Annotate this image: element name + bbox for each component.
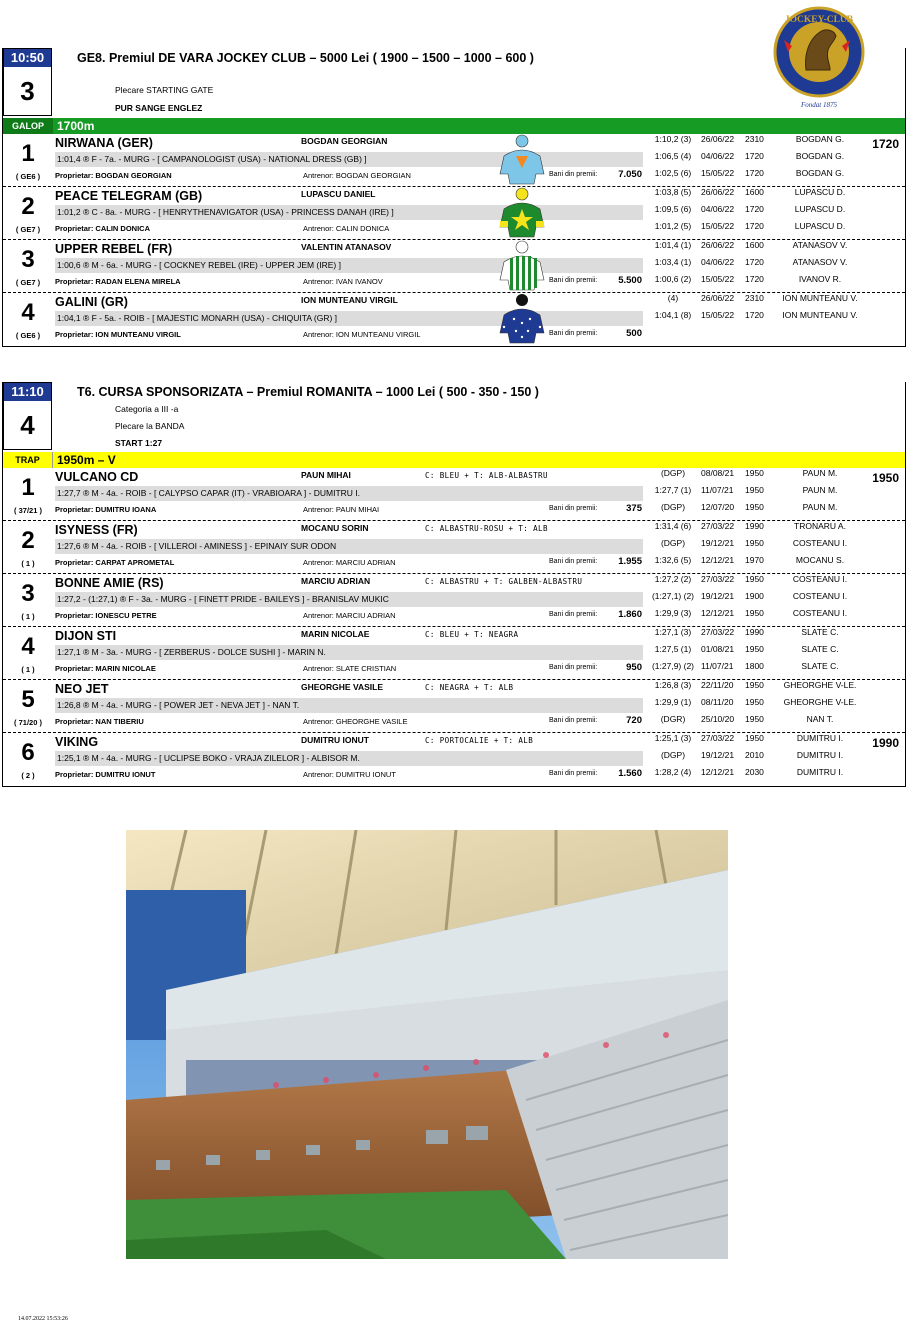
prize-label: Bani din premii: (549, 277, 598, 284)
jockey-name: MARCIU ADRIAN (301, 576, 371, 586)
perf-date: 11/07/21 (701, 485, 734, 495)
perf-distance: 1950 (745, 714, 764, 724)
perf-date: 15/05/22 (701, 221, 735, 231)
logo-fondat: Fondat 1875 (801, 101, 837, 109)
perf-distance: 1720 (745, 274, 764, 284)
past-performances (649, 521, 879, 572)
perf-distance: 1990 (745, 521, 764, 531)
performance-row (649, 502, 879, 519)
perf-time: 1:29,9 (1) (654, 697, 692, 707)
performance-row (649, 680, 879, 697)
race-type: TRAP (3, 452, 53, 468)
perf-date: 26/06/22 (701, 134, 735, 144)
racing-colors: C: BLEU + T: NEAGRA (425, 630, 519, 639)
jockey-name: MOCANU SORIN (301, 523, 369, 533)
horse-number: 2 (21, 527, 35, 554)
jockey-silk-icon (496, 240, 548, 292)
perf-date: 15/05/22 (701, 168, 735, 178)
perf-date: 04/06/22 (701, 151, 735, 161)
horse-pedigree: 1:01,2 ® C - 8a. - MURG - [ HENRYTHENAVIGATOR (USA) - PRINCESS DANAH (IRE) ] (55, 205, 643, 220)
horse-entry (3, 574, 905, 627)
perf-date: 12/07/20 (701, 502, 735, 512)
performance-row (649, 733, 879, 750)
horse-number: 2 (21, 193, 35, 220)
perf-time: 1:01,4 (1) (654, 240, 692, 250)
race-title: T6. CURSA SPONSORIZATA – Premiul ROMANITA – 1000 Lei ( 500 - 350 - 150 ) (77, 385, 539, 399)
race-header (3, 382, 905, 452)
perf-time: (DGR) (660, 714, 686, 724)
horse-name: NIRWANA (GER) (55, 136, 153, 150)
horse-entry (3, 468, 905, 521)
prize-money: 375 (626, 503, 642, 514)
performance-row (649, 697, 879, 714)
perf-date: 12/12/21 (701, 767, 735, 777)
horse-owner: Proprietar: CALIN DONICA (55, 224, 151, 233)
horse-trainer: Antrenor: BOGDAN GEORGIAN (303, 171, 411, 180)
horse-odds: ( 1 ) (21, 665, 35, 674)
horse-owner: Proprietar: NAN TIBERIU (55, 717, 144, 726)
horse-name: VULCANO CD (55, 470, 139, 484)
perf-time: 1:28,2 (4) (654, 767, 692, 777)
perf-date: 19/12/21 (701, 538, 735, 548)
perf-time: (1:27,9) (2) (651, 661, 695, 671)
perf-jockey: BOGDAN G. (795, 134, 845, 144)
perf-date: 26/06/22 (701, 240, 735, 250)
horse-name: GALINI (GR) (55, 295, 128, 309)
racing-colors: C: PORTOCALIE + T: ALB (425, 736, 534, 745)
performance-row (649, 750, 879, 767)
perf-date: 19/12/21 (701, 591, 735, 601)
performance-row (649, 134, 879, 151)
race-condition: PUR SANGE ENGLEZ (115, 103, 203, 113)
perf-distance: 1990 (745, 627, 764, 637)
perf-time: 1:10,2 (3) (654, 134, 692, 144)
perf-jockey: TRONARU A. (794, 521, 846, 531)
perf-jockey: BOGDAN G. (795, 168, 845, 178)
horse-pedigree: 1:00,6 ® M - 6a. - MURG - [ COCKNEY REBEL (IRE) - UPPER JEM (IRE) ] (55, 258, 643, 273)
perf-distance: 1950 (745, 644, 764, 654)
perf-date: 26/06/22 (701, 187, 735, 197)
perf-jockey: ION MUNTEANU V. (782, 293, 858, 303)
prize-label: Bani din premii: (549, 611, 598, 618)
prize-money: 950 (626, 662, 642, 673)
perf-date: 12/12/21 (701, 555, 735, 565)
performance-row (649, 310, 879, 327)
horse-pedigree: 1:27,2 - (1:27,1) ® F - 3a. - MURG - [ FINETT PRIDE - BAILEYS ] - BRANISLAV MUKIC (55, 592, 643, 607)
perf-distance: 1950 (745, 574, 764, 584)
perf-date: 22/11/20 (701, 680, 734, 690)
perf-distance: 1720 (745, 257, 764, 267)
prize-label: Bani din premii: (549, 717, 598, 724)
perf-date: 27/03/22 (701, 574, 735, 584)
best-distance: 1990 (872, 736, 899, 750)
perf-date: 15/05/22 (701, 274, 735, 284)
perf-distance: 2310 (745, 134, 764, 144)
horse-name: PEACE TELEGRAM (GB) (55, 189, 203, 203)
performance-row (649, 293, 879, 310)
perf-time: 1:27,2 (2) (654, 574, 692, 584)
horse-pedigree: 1:04,1 ® F - 5a. - ROIB - [ MAJESTIC MONARH (USA) - CHIQUITA (GR) ] (55, 311, 643, 326)
perf-jockey: COSTEANU I. (792, 608, 848, 618)
perf-distance: 1950 (745, 468, 764, 478)
perf-time: 1:27,5 (1) (654, 644, 692, 654)
horse-owner: Proprietar: CARPAT APROMETAL (55, 558, 175, 567)
prize-money: 7.050 (618, 169, 642, 180)
perf-jockey: DUMITRU I. (796, 733, 844, 743)
best-distance: 1720 (872, 137, 899, 151)
perf-time: 1:32,6 (5) (654, 555, 692, 565)
performance-row (649, 485, 879, 502)
horse-odds: ( 1 ) (21, 612, 35, 621)
perf-time: 1:03,4 (1) (654, 257, 692, 267)
race-header (3, 48, 905, 118)
perf-distance: 1950 (745, 697, 764, 707)
print-timestamp: 14.07.2022 15:53:26 (18, 1316, 68, 1322)
race-card (2, 48, 906, 347)
perf-time: (DGP) (660, 538, 686, 548)
prize-money: 5.500 (618, 275, 642, 286)
race-time: 11:10 (4, 383, 51, 401)
race-number: 4 (20, 410, 35, 440)
jockey-name: ION MUNTEANU VIRGIL (301, 295, 398, 305)
horse-odds: ( 37/21 ) (14, 506, 42, 515)
performance-row (649, 274, 879, 291)
horse-trainer: Antrenor: IVAN IVANOV (303, 277, 383, 286)
jockey-name: BOGDAN GEORGIAN (301, 136, 388, 146)
race-type-bar (3, 118, 905, 134)
jockey-silk-icon (496, 187, 548, 239)
perf-distance: 1720 (745, 204, 764, 214)
horse-odds: ( GE6 ) (15, 172, 41, 181)
performance-row (649, 221, 879, 238)
perf-date: 27/03/22 (701, 733, 735, 743)
horse-name: DIJON STI (55, 629, 117, 643)
perf-jockey: PAUN M. (802, 485, 838, 495)
prize-money: 500 (626, 328, 642, 339)
past-performances (649, 240, 879, 291)
perf-distance: 1950 (745, 502, 764, 512)
prize-label: Bani din premii: (549, 171, 598, 178)
race-time-box (3, 382, 52, 450)
perf-jockey: COSTEANU I. (792, 538, 848, 548)
perf-jockey: LUPASCU D. (794, 221, 846, 231)
perf-time: (1:27,1) (2) (651, 591, 695, 601)
perf-jockey: DUMITRU I. (796, 750, 844, 760)
jockey-silk-icon (496, 293, 548, 345)
performance-row (649, 608, 879, 625)
perf-jockey: SLATE C. (801, 644, 839, 654)
past-performances (649, 134, 879, 185)
perf-date: 19/12/21 (701, 750, 735, 760)
perf-time: 1:09,5 (6) (654, 204, 692, 214)
perf-date: 27/03/22 (701, 521, 735, 531)
horse-name: ISYNESS (FR) (55, 523, 138, 537)
horse-entry (3, 521, 905, 574)
perf-jockey: SLATE C. (801, 661, 839, 671)
perf-time: (4) (667, 293, 679, 303)
perf-distance: 2310 (745, 293, 764, 303)
perf-time: (DGP) (660, 468, 686, 478)
perf-distance: 1950 (745, 485, 764, 495)
horse-name: BONNE AMIE (RS) (55, 576, 164, 590)
perf-distance: 1720 (745, 221, 764, 231)
past-performances (649, 733, 879, 784)
perf-time: (DGP) (660, 502, 686, 512)
perf-jockey: COSTEANU I. (792, 591, 848, 601)
horse-owner: Proprietar: MARIN NICOLAE (55, 664, 156, 673)
perf-jockey: DUMITRU I. (796, 767, 844, 777)
perf-distance: 1600 (745, 187, 764, 197)
horse-number: 4 (21, 299, 35, 326)
race-distance: 1950m – V (57, 453, 116, 467)
perf-jockey: GHEORGHE V-LE. (783, 680, 857, 690)
performance-row (649, 767, 879, 784)
prize-money: 1.955 (618, 556, 642, 567)
horse-trainer: Antrenor: SLATE CRISTIAN (303, 664, 397, 673)
perf-jockey: PAUN M. (802, 502, 838, 512)
perf-jockey: ATANASOV V. (792, 257, 848, 267)
race-type-bar (3, 452, 905, 468)
perf-date: 11/07/21 (701, 661, 734, 671)
perf-time: 1:29,9 (3) (654, 608, 692, 618)
perf-time: (DGP) (660, 750, 686, 760)
horse-trainer: Antrenor: DUMITRU IONUT (303, 770, 396, 779)
racing-colors: C: NEAGRA + T: ALB (425, 683, 514, 692)
horse-entry (3, 134, 905, 187)
perf-jockey: COSTEANU I. (792, 574, 848, 584)
horse-name: NEO JET (55, 682, 109, 696)
perf-distance: 2030 (745, 767, 764, 777)
horse-entry (3, 733, 905, 786)
horse-number: 3 (21, 246, 35, 273)
horse-pedigree: 1:25,1 ® M - 4a. - MURG - [ UCLIPSE BOKO - VRAJA ZILELOR ] - ALBISOR M. (55, 751, 643, 766)
performance-row (649, 538, 879, 555)
performance-row (649, 644, 879, 661)
logo-text: JOCKEY-CLUB (784, 15, 854, 25)
race-condition: Plecare la BANDA (115, 421, 185, 431)
racing-colors: C: ALBASTRU + T: GALBEN-ALBASTRU (425, 577, 583, 586)
racing-colors: C: BLEU + T: ALB-ALBASTRU (425, 471, 548, 480)
horse-number: 3 (21, 580, 35, 607)
horse-odds: ( GE7 ) (15, 278, 41, 287)
perf-distance: 1800 (745, 661, 764, 671)
perf-jockey: ION MUNTEANU V. (782, 310, 858, 320)
past-performances (649, 574, 879, 625)
past-performances (649, 468, 879, 519)
performance-row (649, 257, 879, 274)
perf-distance: 1600 (745, 240, 764, 250)
horse-entry (3, 680, 905, 733)
perf-distance: 1970 (745, 555, 764, 565)
jockey-name: GHEORGHE VASILE (301, 682, 384, 692)
performance-row (649, 204, 879, 221)
past-performances (649, 680, 879, 731)
past-performances (649, 187, 879, 238)
horse-name: VIKING (55, 735, 99, 749)
horse-number: 5 (21, 686, 35, 713)
race-title: GE8. Premiul DE VARA JOCKEY CLUB – 5000 Lei ( 1900 – 1500 – 1000 – 600 ) (77, 51, 534, 65)
horse-pedigree: 1:27,6 ® M - 4a. - ROIB - [ VILLEROI - AMINESS ] - EPINAIY SUR ODON (55, 539, 643, 554)
performance-row (649, 627, 879, 644)
horse-entry (3, 240, 905, 293)
prize-label: Bani din premii: (549, 330, 598, 337)
performance-row (649, 591, 879, 608)
horse-odds: ( 2 ) (21, 771, 35, 780)
horse-owner: Proprietar: RADAN ELENA MIRELA (55, 277, 181, 286)
perf-jockey: LUPASCU D. (794, 187, 846, 197)
horse-owner: Proprietar: DUMITRU IOANA (55, 505, 157, 514)
jockey-name: PAUN MIHAI (301, 470, 351, 480)
past-performances (649, 293, 879, 327)
perf-date: 12/12/21 (701, 608, 735, 618)
perf-date: 27/03/22 (701, 627, 735, 637)
past-performances (649, 627, 879, 678)
horse-trainer: Antrenor: GHEORGHE VASILE (303, 717, 408, 726)
performance-row (649, 714, 879, 731)
perf-date: 26/06/22 (701, 293, 735, 303)
prize-money: 1.560 (618, 768, 642, 779)
performance-row (649, 240, 879, 257)
horse-trainer: Antrenor: PAUN MIHAI (303, 505, 380, 514)
racing-colors: C: ALBASTRU-ROSU + T: ALB (425, 524, 548, 533)
perf-time: 1:00,6 (2) (654, 274, 692, 284)
perf-distance: 1950 (745, 608, 764, 618)
perf-date: 04/06/22 (701, 204, 735, 214)
race-condition: Categoria a III -a (115, 404, 179, 414)
horse-name: UPPER REBEL (FR) (55, 242, 173, 256)
horse-odds: ( GE7 ) (15, 225, 41, 234)
perf-distance: 1720 (745, 168, 764, 178)
perf-distance: 1720 (745, 310, 764, 320)
jockey-silk-icon (496, 134, 548, 186)
prize-label: Bani din premii: (549, 770, 598, 777)
horse-trainer: Antrenor: MARCIU ADRIAN (303, 611, 396, 620)
prize-money: 720 (626, 715, 642, 726)
horse-owner: Proprietar: ION MUNTEANU VIRGIL (55, 330, 181, 339)
perf-date: 04/06/22 (701, 257, 735, 267)
horse-trainer: Antrenor: MARCIU ADRIAN (303, 558, 396, 567)
perf-distance: 1720 (745, 151, 764, 161)
perf-distance: 1950 (745, 680, 764, 690)
horse-owner: Proprietar: DUMITRU IONUT (55, 770, 156, 779)
perf-jockey: IVANOV R. (798, 274, 842, 284)
horse-owner: Proprietar: BOGDAN GEORGIAN (55, 171, 172, 180)
horse-number: 1 (21, 140, 35, 167)
prize-label: Bani din premii: (549, 558, 598, 565)
perf-time: 1:26,8 (3) (654, 680, 692, 690)
horse-entry (3, 187, 905, 240)
perf-jockey: NAN T. (806, 714, 834, 724)
race-type: GALOP (3, 118, 53, 134)
horse-pedigree: 1:27,7 ® M - 4a. - ROIB - [ CALYPSO CAPAR (IT) - VRABIOARA ] - DUMITRU I. (55, 486, 643, 501)
horse-entry (3, 627, 905, 680)
race-condition: Plecare STARTING GATE (115, 85, 214, 95)
performance-row (649, 151, 879, 168)
race-time: 10:50 (4, 49, 51, 67)
horse-number: 4 (21, 633, 35, 660)
prize-label: Bani din premii: (549, 505, 598, 512)
perf-date: 08/11/20 (701, 697, 734, 707)
perf-time: 1:04,1 (8) (654, 310, 692, 320)
perf-jockey: MOCANU S. (795, 555, 845, 565)
horse-number: 1 (21, 474, 35, 501)
performance-row (649, 187, 879, 204)
jockey-name: VALENTIN ATANASOV (301, 242, 392, 252)
horse-odds: ( 71/20 ) (14, 718, 42, 727)
perf-time: 1:31,4 (6) (654, 521, 692, 531)
perf-date: 01/08/21 (701, 644, 735, 654)
performance-row (649, 661, 879, 678)
perf-time: 1:03,8 (5) (654, 187, 692, 197)
performance-row (649, 555, 879, 572)
grandstand-photo (126, 830, 728, 1259)
perf-date: 25/10/20 (701, 714, 735, 724)
race-number: 3 (20, 76, 35, 106)
race-condition: START 1:27 (115, 438, 163, 448)
jockey-name: DUMITRU IONUT (301, 735, 369, 745)
horse-owner: Proprietar: IONESCU PETRE (55, 611, 157, 620)
best-distance: 1950 (872, 471, 899, 485)
perf-jockey: SLATE C. (801, 627, 839, 637)
prize-money: 1.860 (618, 609, 642, 620)
horse-entry (3, 293, 905, 346)
horse-trainer: Antrenor: ION MUNTEANU VIRGIL (303, 330, 421, 339)
performance-row (649, 468, 879, 485)
race-time-box (3, 48, 52, 116)
perf-distance: 1900 (745, 591, 764, 601)
horse-number: 6 (21, 739, 35, 766)
jockey-name: MARIN NICOLAE (301, 629, 370, 639)
perf-date: 15/05/22 (701, 310, 735, 320)
perf-jockey: ATANASOV V. (792, 240, 848, 250)
perf-time: 1:06,5 (4) (654, 151, 692, 161)
performance-row (649, 574, 879, 591)
performance-row (649, 521, 879, 538)
perf-jockey: LUPASCU D. (794, 204, 846, 214)
performance-row (649, 168, 879, 185)
horse-pedigree: 1:27,1 ® M - 3a. - MURG - [ ZERBERUS - DOLCE SUSHI ] - MARIN N. (55, 645, 643, 660)
race-distance: 1700m (57, 119, 95, 133)
perf-jockey: PAUN M. (802, 468, 838, 478)
horse-pedigree: 1:01,4 ® F - 7a. - MURG - [ CAMPANOLOGIST (USA) - NATIONAL DRESS (GB) ] (55, 152, 643, 167)
horse-odds: ( GE6 ) (15, 331, 41, 340)
perf-distance: 1950 (745, 733, 764, 743)
prize-label: Bani din premii: (549, 664, 598, 671)
horse-pedigree: 1:26,8 ® M - 4a. - MURG - [ POWER JET - NEVA JET ] - NAN T. (55, 698, 643, 713)
perf-time: 1:27,1 (3) (654, 627, 692, 637)
perf-time: 1:01,2 (5) (654, 221, 692, 231)
horse-trainer: Antrenor: CALIN DONICA (303, 224, 390, 233)
perf-jockey: BOGDAN G. (795, 151, 845, 161)
perf-date: 08/08/21 (701, 468, 735, 478)
perf-jockey: GHEORGHE V-LE. (783, 697, 857, 707)
perf-distance: 2010 (745, 750, 764, 760)
jockey-name: LUPASCU DANIEL (301, 189, 376, 199)
horse-odds: ( 1 ) (21, 559, 35, 568)
perf-time: 1:25,1 (3) (654, 733, 692, 743)
perf-time: 1:27,7 (1) (654, 485, 692, 495)
perf-time: 1:02,5 (6) (654, 168, 692, 178)
perf-distance: 1950 (745, 538, 764, 548)
race-card (2, 382, 906, 787)
